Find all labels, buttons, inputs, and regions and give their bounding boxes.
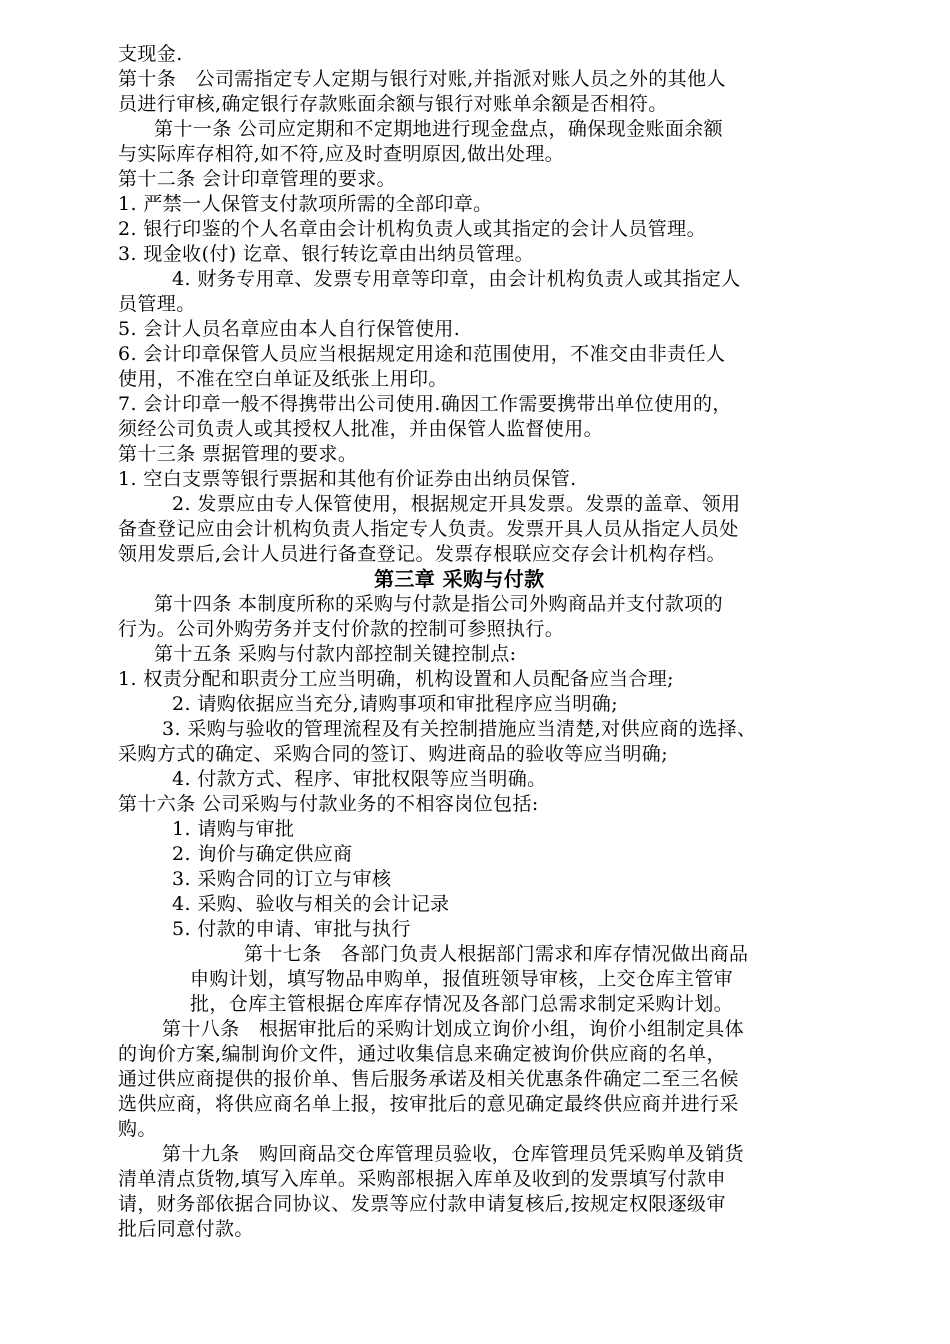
text-line: 使用，不准在空白单证及纸张上用印。 <box>118 368 448 390</box>
list-item: 2. 发票应由专人保管使用，根据规定开具发票。发票的盖章、领用 <box>172 493 741 515</box>
text-line: 申购计划，填写物品申购单，报值班领导审核，上交仓库主管审 <box>190 968 734 990</box>
text-line: 支现金. <box>118 43 183 65</box>
list-item: 3. 采购与验收的管理流程及有关控制措施应当清楚,对供应商的选择、 <box>162 718 757 740</box>
text-line: 行为。公司外购劳务并支付价款的控制可参照执行。 <box>118 618 565 640</box>
text-line: 与实际库存相符,如不符,应及时查明原因,做出处理。 <box>118 143 565 165</box>
list-item: 6. 会计印章保管人员应当根据规定用途和范围使用，不准交由非责任人 <box>118 343 726 365</box>
text-line: 清单清点货物,填写入库单。采购部根据入库单及收到的发票填写付款申 <box>118 1168 726 1190</box>
list-item: 4. 付款方式、程序、审批权限等应当明确。 <box>172 768 547 790</box>
list-item: 7. 会计印章一般不得携带出公司使用.确因工作需要携带出单位使用的， <box>118 393 732 415</box>
article-13: 第十三条 票据管理的要求。 <box>118 443 358 465</box>
text-line: 购。 <box>118 1118 157 1140</box>
list-item: 3. 采购合同的订立与审核 <box>172 868 392 890</box>
text-line: 员进行审核,确定银行存款账面余额与银行对账单余额是否相符。 <box>118 93 668 115</box>
article-11: 第十一条 公司应定期和不定期地进行现金盘点，确保现金账面余额 <box>154 118 724 140</box>
list-item: 4. 财务专用章、发票专用章等印章，由会计机构负责人或其指定人 <box>172 268 741 290</box>
text-line: 须经公司负责人或其授权人批准，并由保管人监督使用。 <box>118 418 604 440</box>
text-line: 选供应商，将供应商名单上报，按审批后的意见确定最终供应商并进行采 <box>118 1093 739 1115</box>
article-10: 第十条 公司需指定专人定期与银行对账,并指派对账人员之外的其他人 <box>118 68 726 90</box>
article-15: 第十五条 采购与付款内部控制关键控制点: <box>154 643 517 665</box>
article-17: 第十七条 各部门负责人根据部门需求和库存情况做出商品 <box>244 943 749 965</box>
article-16: 第十六条 公司采购与付款业务的不相容岗位包括: <box>118 793 539 815</box>
text-line: 备查登记应由会计机构负责人指定专人负责。发票开具人员从指定人员处 <box>118 518 739 540</box>
article-19: 第十九条 购回商品交仓库管理员验收，仓库管理员凭采购单及销货 <box>162 1143 745 1165</box>
list-item: 5. 付款的申请、审批与执行 <box>172 918 411 940</box>
text-line: 员管理。 <box>118 293 196 315</box>
list-item: 2. 银行印鉴的个人名章由会计机构负责人或其指定的会计人员管理。 <box>118 218 706 240</box>
chapter-heading: 第三章 采购与付款 <box>374 567 545 591</box>
article-12: 第十二条 会计印章管理的要求。 <box>118 168 397 190</box>
article-14: 第十四条 本制度所称的采购与付款是指公司外购商品并支付款项的 <box>154 593 724 615</box>
text-line: 的询价方案,编制询价文件，通过收集信息来确定被询价供应商的名单， <box>118 1043 726 1065</box>
text-line: 批，仓库主管根据仓库库存情况及各部门总需求制定采购计划。 <box>190 993 734 1015</box>
list-item: 5. 会计人员名章应由本人自行保管使用. <box>118 318 461 340</box>
list-item: 1. 请购与审批 <box>172 818 295 840</box>
text-line: 采购方式的确定、采购合同的签订、购进商品的验收等应当明确; <box>118 743 669 765</box>
list-item: 1. 空白支票等银行票据和其他有价证券由出纳员保管. <box>118 468 577 490</box>
list-item: 2. 询价与确定供应商 <box>172 843 353 865</box>
text-line: 批后同意付款。 <box>118 1218 254 1240</box>
list-item: 2. 请购依据应当充分,请购事项和审批程序应当明确; <box>172 693 619 715</box>
text-line: 请，财务部依据合同协议、发票等应付款申请复核后,按规定权限逐级审 <box>118 1193 726 1215</box>
article-18: 第十八条 根据审批后的采购计划成立询价小组，询价小组制定具体 <box>162 1018 745 1040</box>
list-item: 1. 严禁一人保管支付款项所需的全部印章。 <box>118 193 493 215</box>
text-line: 通过供应商提供的报价单、售后服务承诺及相关优惠条件确定二至三名候 <box>118 1068 739 1090</box>
list-item: 3. 现金收(付) 讫章、银行转讫章由出纳员管理。 <box>118 243 535 265</box>
list-item: 1. 权责分配和职责分工应当明确，机构设置和人员配备应当合理; <box>118 668 674 690</box>
list-item: 4. 采购、验收与相关的会计记录 <box>172 893 450 915</box>
text-line: 领用发票后,会计人员进行备查登记。发票存根联应交存会计机构存档。 <box>118 543 726 565</box>
